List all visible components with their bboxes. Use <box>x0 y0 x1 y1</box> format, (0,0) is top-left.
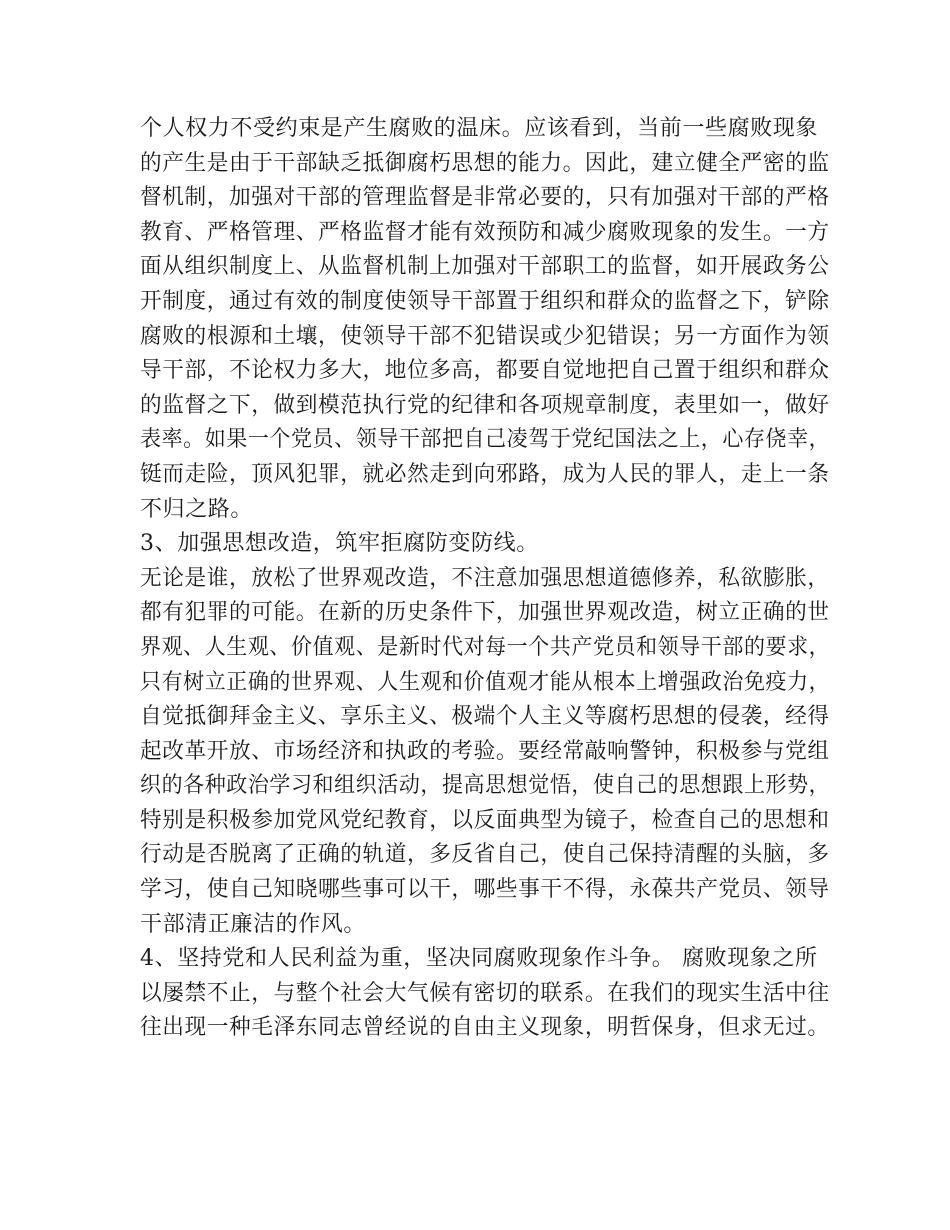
text-line: 都有犯罪的可能。在新的历史条件下，加强世界观改造，树立正确的世 <box>140 600 830 626</box>
text-line: 学习，使自己知晓哪些事可以干，哪些事干不得，永葆共产党员、领导 <box>140 877 830 903</box>
text-line: 导干部，不论权力多大，地位多高，都要自觉地把自己置于组织和群众 <box>140 358 830 384</box>
section-heading: 3、加强思想改造，筑牢拒腐防变防线。 <box>140 531 539 557</box>
text-line: 督机制，加强对干部的管理监督是非常必要的，只有加强对干部的严格 <box>140 185 830 211</box>
text-line: 教育、严格管理、严格监督才能有效预防和减少腐败现象的发生。一方 <box>140 219 830 245</box>
text-line: 开制度，通过有效的制度使领导干部置于组织和群众的监督之下，铲除 <box>140 288 830 314</box>
text-line: 只有树立正确的世界观、人生观和价值观才能从根本上增强政治免疫力， <box>140 669 831 695</box>
text-line: 以屡禁不止，与整个社会大气候有密切的联系。在我们的现实生活中往 <box>140 980 830 1006</box>
text-line: 的监督之下，做到模范执行党的纪律和各项规章制度，表里如一，做好 <box>140 392 830 418</box>
text-line: 的产生是由于干部缺乏抵御腐朽思想的能力。因此，建立健全严密的监 <box>140 150 830 176</box>
text-line: 铤而走险，顶风犯罪，就必然走到向邪路，成为人民的罪人，走上一条 <box>140 461 830 487</box>
text-line: 自觉抵御拜金主义、享乐主义、极端个人主义等腐朽思想的侵袭，经得 <box>140 704 830 730</box>
text-line: 织的各种政治学习和组织活动，提高思想觉悟，使自己的思想跟上形势， <box>140 773 831 799</box>
text-line: 面从组织制度上、从监督机制上加强对干部职工的监督，如开展政务公 <box>140 254 830 280</box>
text-line: 界观、人生观、价值观、是新时代对每一个共产党员和领导干部的要求， <box>140 634 831 660</box>
text-line: 无论是谁，放松了世界观改造，不注意加强思想道德修养，私欲膨胀， <box>140 565 830 591</box>
text-line: 行动是否脱离了正确的轨道，多反省自己，使自己保持清醒的头脑，多 <box>140 842 830 868</box>
text-line: 表率。如果一个党员、领导干部把自己凌驾于党纪国法之上，心存侥幸， <box>140 427 831 453</box>
text-line: 往出现一种毛泽东同志曾经说的自由主义现象，明哲保身，但求无过。 <box>140 1015 830 1041</box>
text-line: 腐败的根源和土壤，使领导干部不犯错误或少犯错误；另一方面作为领 <box>140 323 830 349</box>
text-line: 不归之路。 <box>140 496 254 522</box>
text-line: 起改革开放、市场经济和执政的考验。要经常敲响警钟，积极参与党组 <box>140 738 830 764</box>
section-heading: 4、坚持党和人民利益为重，坚决同腐败现象作斗争。 腐败现象之所 <box>140 946 818 972</box>
text-line: 干部清正廉洁的作风。 <box>140 911 367 937</box>
text-line: 个人权力不受约束是产生腐败的温床。应该看到，当前一些腐败现象 <box>140 116 819 141</box>
text-line: 特别是积极参加党风党纪教育，以反面典型为镜子，检查自己的思想和 <box>140 807 830 833</box>
body-text <box>140 112 830 1046</box>
